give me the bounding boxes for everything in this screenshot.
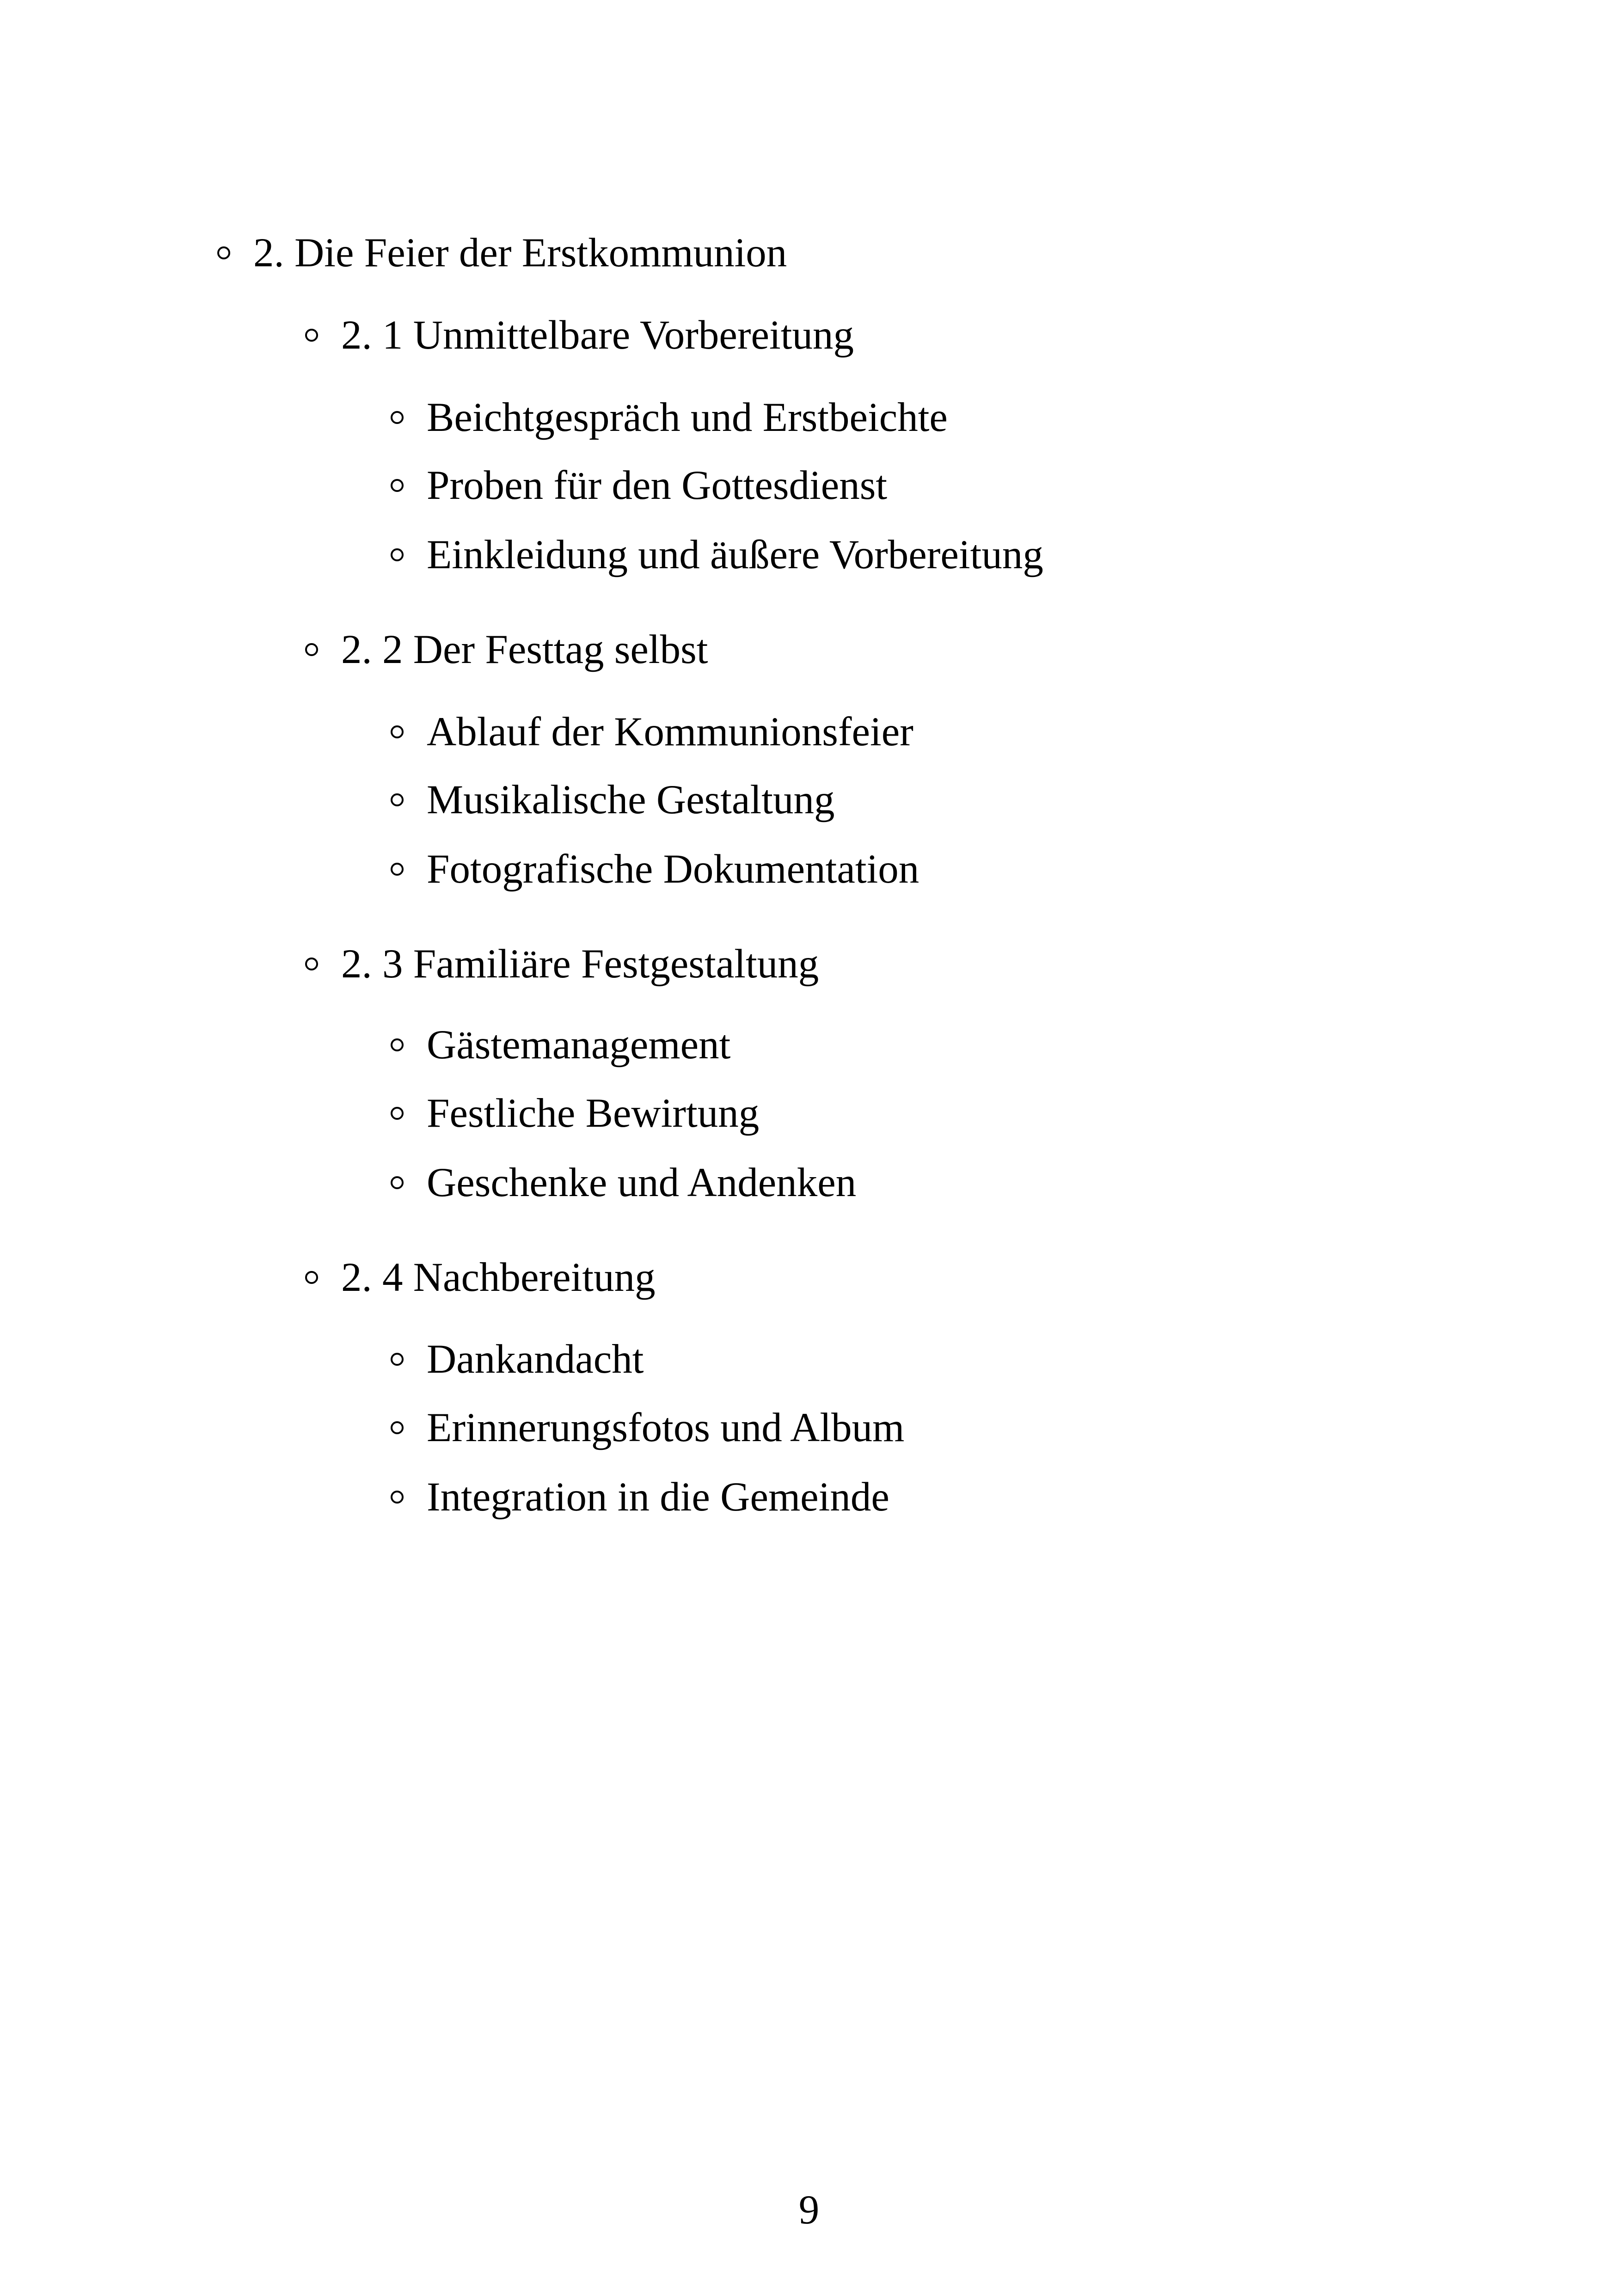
hollow-circle-bullet-icon (391, 1491, 404, 1504)
hollow-circle-bullet-icon (391, 1038, 404, 1051)
section-title: 2. 3 Familiäre Festgestaltung (341, 941, 819, 987)
item-text: Erinnerungsfotos und Album (427, 1405, 905, 1450)
outline-section (305, 941, 819, 987)
item-text: Einkleidung und äußere Vorbereitung (427, 532, 1043, 577)
outline-item (391, 709, 913, 755)
outline-section (305, 312, 854, 358)
outline-item (391, 777, 834, 823)
hollow-circle-bullet-icon (391, 863, 404, 876)
item-text: Gästemanagement (427, 1022, 731, 1068)
item-text: Ablauf der Kommunionsfeier (427, 709, 913, 755)
hollow-circle-bullet-icon (391, 1176, 404, 1189)
chapter-title: 2. Die Feier der Erstkommunion (253, 230, 787, 276)
outline-section (305, 626, 708, 673)
section-title: 2. 2 Der Festtag selbst (341, 627, 708, 672)
page-number: 9 (798, 2187, 820, 2233)
item-text: Proben für den Gottesdienst (427, 463, 888, 508)
hollow-circle-bullet-icon (217, 246, 230, 259)
outline-item (391, 1336, 644, 1382)
hollow-circle-bullet-icon (305, 329, 318, 342)
item-text: Fotografische Dokumentation (427, 847, 919, 892)
outline-item (391, 1160, 856, 1206)
item-text: Geschenke und Andenken (427, 1160, 857, 1205)
hollow-circle-bullet-icon (305, 1271, 318, 1284)
hollow-circle-bullet-icon (305, 958, 318, 970)
outline-item (391, 846, 919, 892)
item-text: Festliche Bewirtung (427, 1091, 760, 1136)
item-text: Dankandacht (427, 1337, 644, 1382)
item-text: Beichtgespräch und Erstbeichte (427, 395, 948, 440)
hollow-circle-bullet-icon (391, 1353, 404, 1366)
hollow-circle-bullet-icon (391, 725, 404, 738)
section-title: 2. 4 Nachbereitung (341, 1255, 656, 1300)
outline-item (391, 394, 948, 441)
outline-item (391, 1474, 889, 1520)
hollow-circle-bullet-icon (391, 1107, 404, 1120)
outline-section (305, 1254, 656, 1301)
hollow-circle-bullet-icon (391, 479, 404, 492)
item-text: Musikalische Gestaltung (427, 777, 835, 823)
outline-item (391, 462, 887, 509)
hollow-circle-bullet-icon (391, 1421, 404, 1434)
outline-item (391, 1405, 904, 1451)
hollow-circle-bullet-icon (391, 793, 404, 806)
hollow-circle-bullet-icon (391, 411, 404, 424)
outline-item (391, 1090, 759, 1136)
outline-item (391, 532, 1043, 578)
outline-chapter (217, 230, 787, 276)
item-text: Integration in die Gemeinde (427, 1474, 889, 1520)
hollow-circle-bullet-icon (391, 548, 404, 561)
hollow-circle-bullet-icon (305, 643, 318, 656)
outline-item (391, 1022, 730, 1068)
section-title: 2. 1 Unmittelbare Vorbereitung (341, 313, 854, 358)
